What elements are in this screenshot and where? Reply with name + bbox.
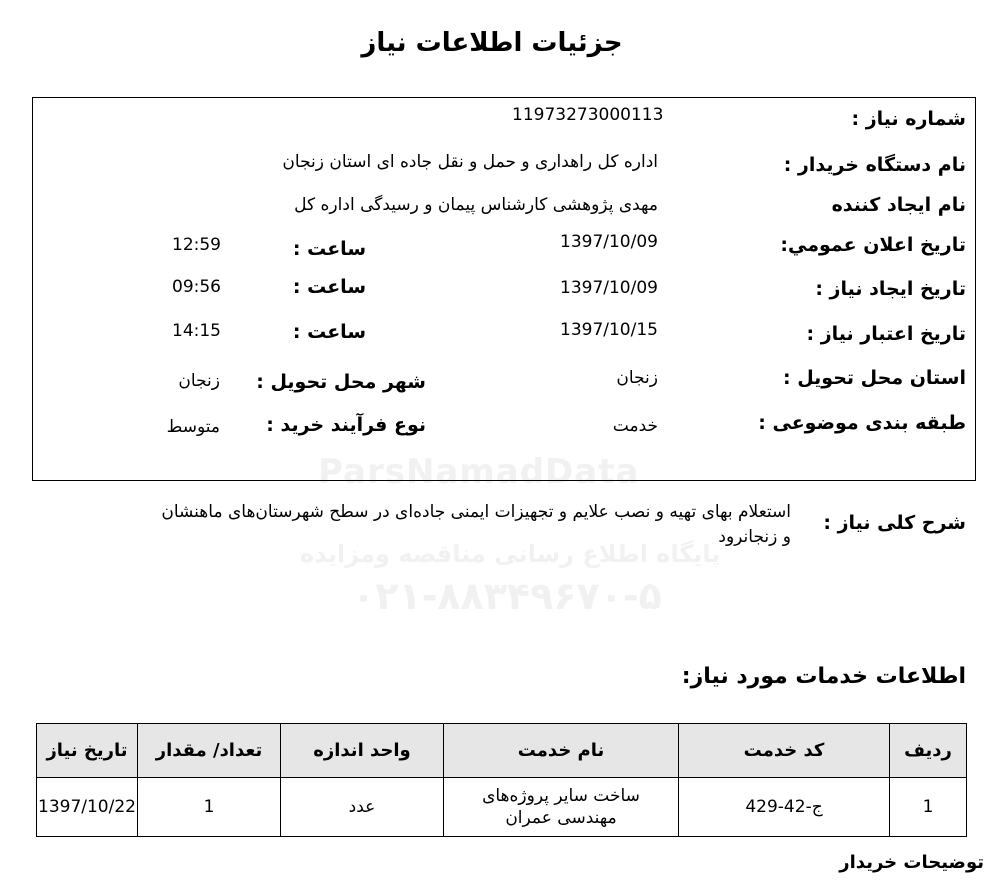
need-created-time-label: ساعت : xyxy=(292,276,366,298)
delivery-city-value: زنجان xyxy=(178,371,220,391)
process-type-label: نوع فرآیند خرید : xyxy=(266,414,426,436)
cell-unit: عدد xyxy=(281,778,444,837)
need-number-label: شماره نیاز : xyxy=(851,108,966,130)
need-created-time: 09:56 xyxy=(172,277,221,297)
delivery-province-label: استان محل تحویل : xyxy=(783,367,966,389)
header-name: نام خدمت xyxy=(444,724,679,778)
creator-label: نام ایجاد کننده xyxy=(831,194,966,216)
need-valid-date: 1397/10/15 xyxy=(560,320,658,340)
cell-name-line-1: ساخت سایر پروژه‌های xyxy=(482,786,640,806)
services-table-header xyxy=(37,724,967,778)
services-table xyxy=(36,723,967,837)
public-announce-label: تاریخ اعلان عمومي: xyxy=(780,234,966,256)
cell-date: 1397/10/22 xyxy=(37,778,138,837)
cell-name xyxy=(444,778,679,837)
public-announce-time-label: ساعت : xyxy=(292,238,366,260)
delivery-city-label: شهر محل تحویل : xyxy=(256,371,426,393)
watermark-brand: ParsNamadData xyxy=(318,452,640,492)
category-value: خدمت xyxy=(612,416,658,436)
header-qty: تعداد/ مقدار xyxy=(138,724,281,778)
cell-code: ج-42-429 xyxy=(679,778,890,837)
buyer-org-value: اداره کل راهداری و حمل و نقل جاده ای استان زنجان xyxy=(282,152,658,172)
need-valid-label: تاریخ اعتبار نیاز : xyxy=(806,323,966,345)
category-label: طبقه بندی موضوعی : xyxy=(758,412,966,434)
buyer-org-label: نام دستگاه خریدار : xyxy=(783,154,966,176)
delivery-province-value: زنجان xyxy=(616,368,658,388)
table-row xyxy=(37,778,967,837)
description-line-1: استعلام بهای تهیه و نصب علایم و تجهیزات ایمنی جاده‌ای در سطح شهرستان‌های ماهنشان xyxy=(161,502,791,522)
header-date: تاریخ نیاز xyxy=(37,724,138,778)
page-title: جزئیات اطلاعات نیاز xyxy=(361,28,623,58)
services-section-title: اطلاعات خدمات مورد نیاز: xyxy=(681,664,966,689)
description-label: شرح کلی نیاز : xyxy=(823,512,966,534)
watermark-tagline: پایگاه اطلاع رسانی مناقصه ومزایده xyxy=(300,540,721,568)
process-type-value: متوسط xyxy=(166,417,220,437)
watermark-phone: ۰۲۱-۸۸۳۴۹۶۷۰-۵ xyxy=(352,574,662,618)
description-line-2: و زنجانرود xyxy=(718,527,791,547)
need-valid-time-label: ساعت : xyxy=(292,321,366,343)
header-code: کد خدمت xyxy=(679,724,890,778)
buyer-notes-label: توضیحات خریدار xyxy=(839,852,984,873)
creator-value: مهدی پژوهشی کارشناس پیمان و رسیدگی اداره کل xyxy=(294,195,658,215)
cell-name-line-2: مهندسی عمران xyxy=(505,808,617,828)
public-announce-date: 1397/10/09 xyxy=(560,232,658,252)
header-unit: واحد اندازه xyxy=(281,724,444,778)
need-created-date: 1397/10/09 xyxy=(560,278,658,298)
public-announce-time: 12:59 xyxy=(172,235,221,255)
need-valid-time: 14:15 xyxy=(172,321,221,341)
cell-qty: 1 xyxy=(138,778,281,837)
need-number-value: 11973273000113 xyxy=(512,105,664,125)
cell-row: 1 xyxy=(890,778,967,837)
header-row: ردیف xyxy=(890,724,967,778)
need-created-label: تاریخ ایجاد نیاز : xyxy=(815,278,966,300)
